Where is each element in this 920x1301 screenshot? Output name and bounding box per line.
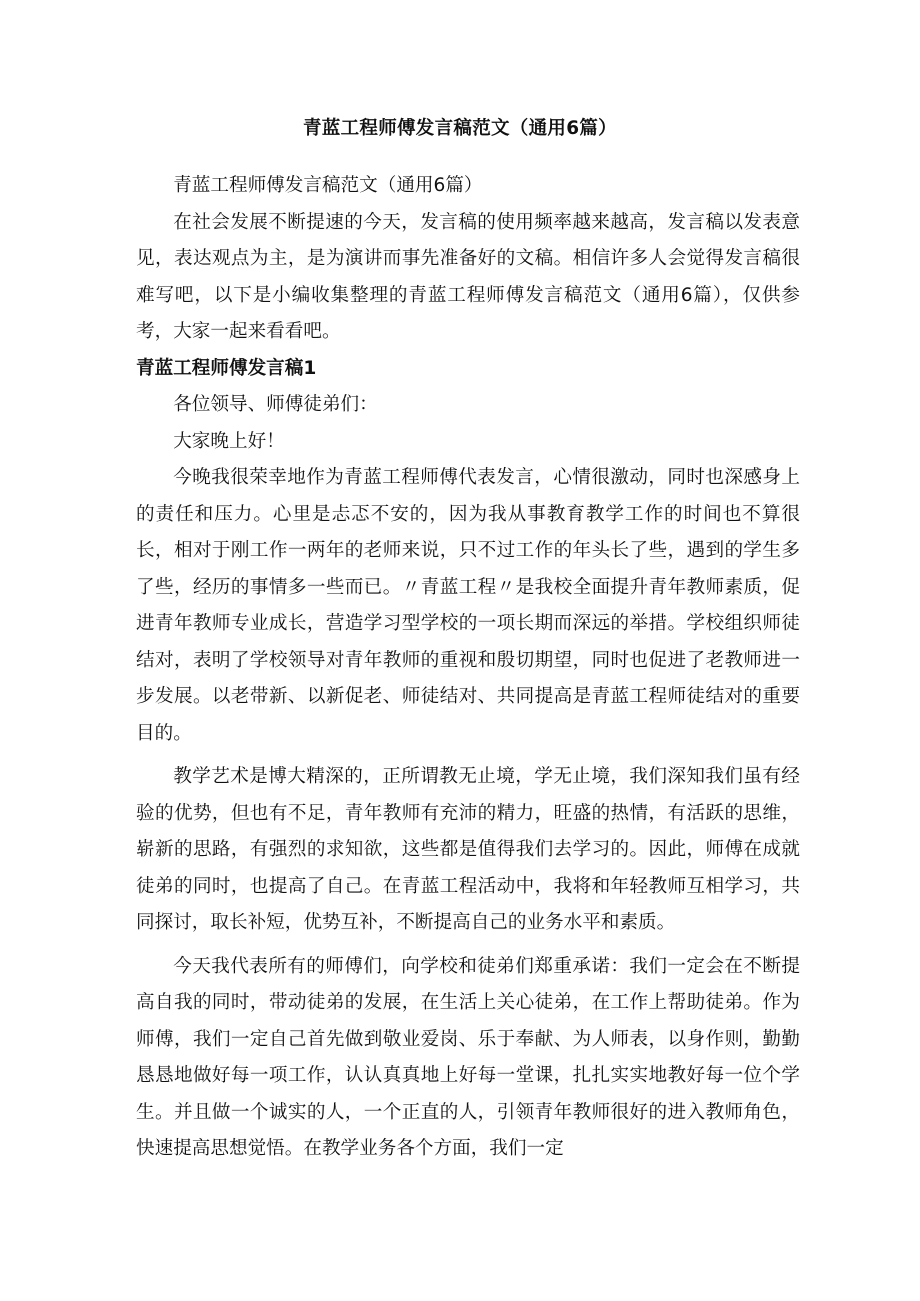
body-paragraph: 今天我代表所有的师傅们，向学校和徒弟们郑重承诺：我们一定会在不断提高自我的同时，带动徒弟的发展，在生活上关心徒弟，在工作上帮助徒弟。作为师傅，我们一定自己首先做到敬业爱岗、乐于奉献、为人师表，以身作则，勤勤恳恳地做好每一项工作，认认真真地上好每一堂课，扎扎实实地教好每一位个学生。并且做一个诚实的人，一个正直的人，引领青年教师很好的进入教师角色，快速提高思想觉悟。在教学业务各个方面，我们一定 [136, 955, 800, 1159]
section-heading: 青蓝工程师傅发言稿1 [136, 357, 317, 379]
subtitle-paragraph: 青蓝工程师傅发言稿范文（通用6篇） [173, 175, 483, 196]
document-body [136, 168, 800, 1168]
document-title: 青蓝工程师傅发言稿范文（通用6篇） [303, 118, 617, 139]
salutation-paragraph: 各位领导、师傅徒弟们： [173, 394, 378, 415]
body-paragraph: 教学艺术是博大精深的，正所谓教无止境，学无止境，我们深知我们虽有经验的优势，但也有不足，青年教师有充沛的精力，旺盛的热情，有活跃的思维，崭新的思路，有强烈的求知欲，这些都是值得我们去学习的。因此，师傅在成就徒弟的同时，也提高了自己。在青蓝工程活动中，我将和年轻教师互相学习，共同探讨，取长补短，优势互补，不断提高自己的业务水平和素质。 [136, 766, 800, 933]
body-paragraph: 今晚我很荣幸地作为青蓝工程师傅代表发言，心情很激动，同时也深感身上的责任和压力。心里是忐忑不安的，因为我从事教育教学工作的时间也不算很长，相对于刚工作一两年的老师来说，只不过工作的年头长了些，遇到的学生多了些，经历的事情多一些而已。〃青蓝工程〃是我校全面提升青年教师素质，促进青年教师专业成长，营造学习型学校的一项长期而深远的举措。学校组织师徒结对，表明了学校领导对青年教师的重视和殷切期望，同时也促进了老教师进一步发展。以老带新、以新促老、师徒结对、共同提高是青蓝工程师徒结对的重要目的。 [136, 467, 800, 744]
intro-paragraph: 在社会发展不断提速的今天，发言稿的使用频率越来越高，发言稿以发表意见，表达观点为主，是为演讲而事先准备好的文稿。相信许多人会觉得发言稿很难写吧，以下是小编收集整理的青蓝工程师傅发言稿范文（通用6篇），仅供参考，大家一起来看看吧。 [136, 211, 800, 342]
greeting-paragraph: 大家晚上好！ [173, 430, 285, 452]
